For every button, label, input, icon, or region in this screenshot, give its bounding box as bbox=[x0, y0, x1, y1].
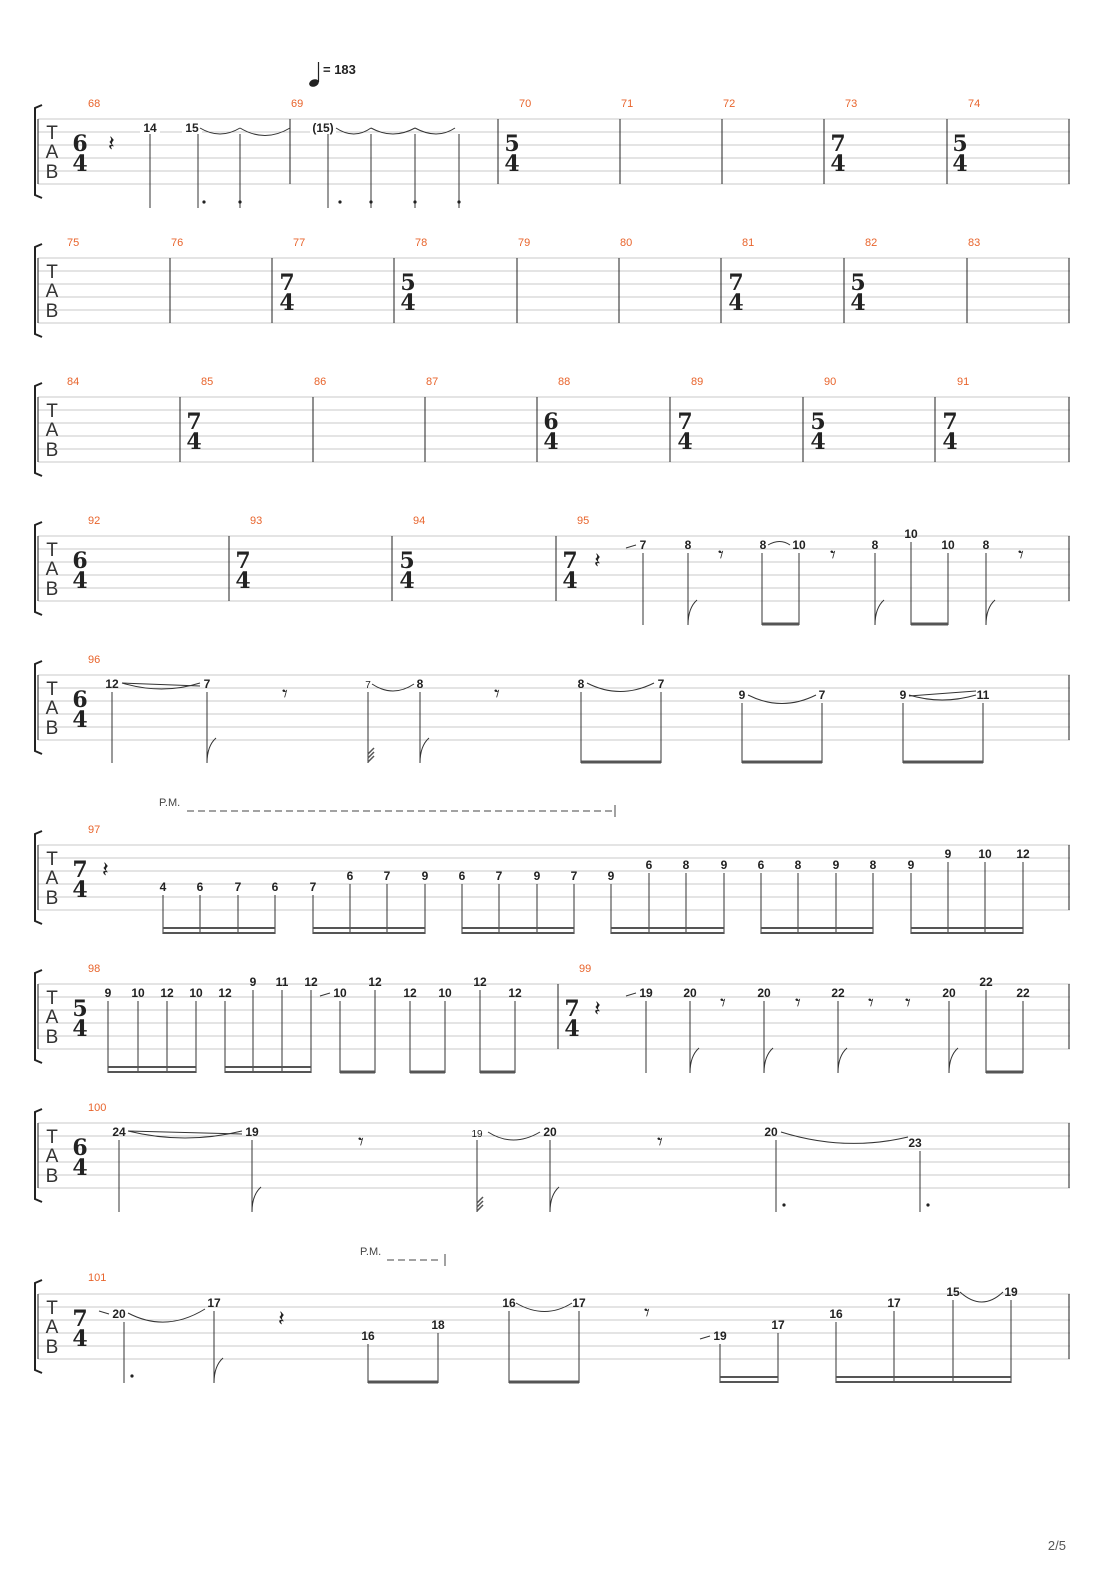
fret-number: 22 bbox=[979, 975, 993, 989]
fret-number: 10 bbox=[189, 986, 203, 1000]
svg-text:B: B bbox=[45, 301, 59, 322]
svg-text:4: 4 bbox=[830, 151, 846, 177]
svg-text:A: A bbox=[45, 868, 59, 889]
svg-text:A: A bbox=[45, 1317, 59, 1338]
fret-number: 19 bbox=[713, 1329, 727, 1343]
tab-clef bbox=[46, 540, 59, 600]
system-7 bbox=[35, 963, 1070, 1073]
fret-number: 12 bbox=[160, 986, 174, 1000]
svg-text:T: T bbox=[46, 540, 58, 561]
svg-text:5: 5 bbox=[952, 131, 968, 157]
fret-number: 7 bbox=[495, 869, 503, 883]
svg-text:4: 4 bbox=[850, 290, 866, 316]
measure-number: 86 bbox=[314, 376, 327, 388]
svg-text:𝄾: 𝄾 bbox=[830, 542, 836, 567]
svg-text:4: 4 bbox=[543, 429, 559, 455]
grace-fret-number: 19 bbox=[471, 1129, 483, 1140]
fret-number: 19 bbox=[639, 986, 653, 1000]
svg-text:4: 4 bbox=[952, 151, 968, 177]
svg-text:T: T bbox=[46, 1127, 58, 1148]
measure-number: 82 bbox=[865, 237, 878, 249]
svg-text:4: 4 bbox=[279, 290, 295, 316]
measure-number: 73 bbox=[845, 98, 858, 110]
svg-text:T: T bbox=[46, 262, 58, 283]
fret-number: 7 bbox=[203, 677, 211, 691]
svg-text:5: 5 bbox=[400, 270, 416, 296]
svg-text:4: 4 bbox=[564, 1016, 580, 1042]
measure-number: 81 bbox=[742, 237, 755, 249]
measure-number: 84 bbox=[67, 376, 80, 388]
measure-number: 70 bbox=[519, 98, 532, 110]
system-1 bbox=[35, 98, 1070, 208]
measure-number: 83 bbox=[968, 237, 981, 249]
tempo-marking bbox=[308, 62, 356, 88]
svg-text:5: 5 bbox=[72, 996, 88, 1022]
fret-number: 20 bbox=[683, 986, 697, 1000]
quarter-rest-icon: 𝄽 bbox=[102, 857, 109, 882]
tab-clef bbox=[46, 401, 59, 461]
measure-number: 91 bbox=[957, 376, 970, 388]
svg-text:4: 4 bbox=[728, 290, 744, 316]
tab-clef bbox=[46, 123, 59, 183]
system-8 bbox=[35, 1102, 1070, 1212]
fret-number: 12 bbox=[403, 986, 417, 1000]
quarter-rest-icon: 𝄽 bbox=[278, 1306, 285, 1331]
time-signature bbox=[279, 270, 865, 316]
svg-text:𝄾: 𝄾 bbox=[282, 681, 288, 706]
fret-number: 20 bbox=[543, 1125, 557, 1139]
measure-number: 96 bbox=[88, 654, 101, 666]
svg-text:7: 7 bbox=[562, 548, 578, 574]
fret-number: 20 bbox=[757, 986, 771, 1000]
svg-text:B: B bbox=[45, 162, 59, 183]
fret-number: 7 bbox=[639, 538, 647, 552]
svg-text:4: 4 bbox=[942, 429, 958, 455]
fret-number: 9 bbox=[421, 869, 429, 883]
measure-number: 98 bbox=[88, 963, 101, 975]
fret-number: 10 bbox=[438, 986, 452, 1000]
measure-number: 80 bbox=[620, 237, 633, 249]
svg-text:T: T bbox=[46, 401, 58, 422]
svg-text:4: 4 bbox=[235, 568, 251, 594]
measure-number: 87 bbox=[426, 376, 439, 388]
time-signature bbox=[186, 409, 957, 455]
svg-text:𝄾: 𝄾 bbox=[905, 990, 911, 1015]
fret-number: 10 bbox=[333, 986, 347, 1000]
palm-mute-marking bbox=[360, 1246, 445, 1266]
svg-text:4: 4 bbox=[72, 151, 88, 177]
measure-number: 95 bbox=[577, 515, 590, 527]
svg-text:A: A bbox=[45, 142, 59, 163]
tab-clef bbox=[46, 679, 59, 739]
tab-clef bbox=[46, 988, 59, 1048]
fret-number: 10 bbox=[904, 527, 918, 541]
fret-number: 10 bbox=[978, 847, 992, 861]
fret-number: 10 bbox=[941, 538, 955, 552]
system-3 bbox=[35, 376, 1070, 476]
eighth-rest-icon bbox=[358, 1129, 663, 1154]
fret-number: 20 bbox=[942, 986, 956, 1000]
time-signature bbox=[72, 1135, 87, 1181]
tab-clef bbox=[46, 1298, 59, 1358]
svg-text:7: 7 bbox=[677, 409, 693, 435]
fret-number: 11 bbox=[976, 688, 990, 702]
measure-number: 99 bbox=[579, 963, 592, 975]
svg-text:P.M.: P.M. bbox=[159, 797, 181, 809]
system-9 bbox=[35, 1246, 1070, 1383]
fret-number: 4 bbox=[159, 880, 167, 894]
measure-number: 88 bbox=[558, 376, 571, 388]
svg-text:4: 4 bbox=[72, 1155, 88, 1181]
system-4 bbox=[35, 515, 1070, 625]
fret-number: 6 bbox=[757, 858, 765, 872]
svg-text:4: 4 bbox=[810, 429, 826, 455]
svg-text:6: 6 bbox=[72, 687, 88, 713]
svg-text:P.M.: P.M. bbox=[360, 1246, 382, 1258]
fret-number: 16 bbox=[502, 1296, 516, 1310]
svg-text:4: 4 bbox=[72, 1326, 88, 1352]
fret-number: 22 bbox=[831, 986, 845, 1000]
measure-number: 75 bbox=[67, 237, 80, 249]
svg-text:B: B bbox=[45, 888, 59, 909]
svg-text:7: 7 bbox=[564, 996, 580, 1022]
svg-text:A: A bbox=[45, 1007, 59, 1028]
fret-number: 7 bbox=[570, 869, 578, 883]
fret-number: 8 bbox=[577, 677, 585, 691]
svg-text:7: 7 bbox=[235, 548, 251, 574]
tab-clef bbox=[46, 262, 59, 322]
measure-number: 77 bbox=[293, 237, 306, 249]
fret-number: 17 bbox=[771, 1318, 785, 1332]
svg-text:A: A bbox=[45, 698, 59, 719]
fret-number: 8 bbox=[682, 858, 690, 872]
measure-number: 101 bbox=[88, 1272, 107, 1284]
fret-number: 17 bbox=[572, 1296, 586, 1310]
measure-number: 92 bbox=[88, 515, 101, 527]
measure-number: 94 bbox=[413, 515, 426, 527]
fret-number: 8 bbox=[869, 858, 877, 872]
fret-number: 15 bbox=[946, 1285, 960, 1299]
svg-text:5: 5 bbox=[399, 548, 415, 574]
svg-text:B: B bbox=[45, 1166, 59, 1187]
svg-text:4: 4 bbox=[677, 429, 693, 455]
page-number: 2/5 bbox=[1047, 1538, 1066, 1553]
tempo-text: = 183 bbox=[323, 62, 356, 77]
svg-text:B: B bbox=[45, 1337, 59, 1358]
svg-text:4: 4 bbox=[72, 877, 88, 903]
svg-text:T: T bbox=[46, 988, 58, 1009]
measure-number: 68 bbox=[88, 98, 101, 110]
svg-text:𝄾: 𝄾 bbox=[795, 990, 801, 1015]
svg-text:A: A bbox=[45, 1146, 59, 1167]
svg-text:6: 6 bbox=[543, 409, 559, 435]
svg-text:T: T bbox=[46, 849, 58, 870]
measure-number: 100 bbox=[88, 1102, 107, 1114]
svg-text:𝄾: 𝄾 bbox=[657, 1129, 663, 1154]
fret-number: 8 bbox=[794, 858, 802, 872]
svg-text:T: T bbox=[46, 679, 58, 700]
svg-text:7: 7 bbox=[186, 409, 202, 435]
system-5 bbox=[35, 654, 1070, 763]
svg-text:4: 4 bbox=[399, 568, 415, 594]
fret-number: 23 bbox=[908, 1136, 922, 1150]
eighth-rest-icon bbox=[282, 681, 500, 706]
tab-clef bbox=[46, 1127, 59, 1187]
svg-text:𝄾: 𝄾 bbox=[494, 681, 500, 706]
fret-number: 9 bbox=[249, 975, 257, 989]
fret-number: 12 bbox=[508, 986, 522, 1000]
fret-number: 9 bbox=[533, 869, 541, 883]
svg-text:A: A bbox=[45, 281, 59, 302]
time-signature bbox=[72, 857, 87, 903]
fret-number: 9 bbox=[944, 847, 952, 861]
svg-text:7: 7 bbox=[830, 131, 846, 157]
fret-number: 11 bbox=[275, 975, 289, 989]
fret-number: 7 bbox=[234, 880, 242, 894]
svg-text:7: 7 bbox=[942, 409, 958, 435]
fret-number: 20 bbox=[112, 1307, 126, 1321]
fret-number: 12 bbox=[368, 975, 382, 989]
fret-number: 9 bbox=[899, 688, 907, 702]
fret-number: 17 bbox=[887, 1296, 901, 1310]
time-signature bbox=[72, 548, 577, 594]
svg-text:B: B bbox=[45, 1027, 59, 1048]
fret-number: 7 bbox=[657, 677, 665, 691]
svg-text:B: B bbox=[45, 440, 59, 461]
svg-text:4: 4 bbox=[72, 707, 88, 733]
svg-text:𝄾: 𝄾 bbox=[358, 1129, 364, 1154]
fret-number: 12 bbox=[105, 677, 119, 691]
svg-text:6: 6 bbox=[72, 1135, 88, 1161]
system-6 bbox=[35, 797, 1070, 934]
fret-number: 7 bbox=[818, 688, 826, 702]
fret-number: 7 bbox=[383, 869, 391, 883]
quarter-rest-icon: 𝄽 bbox=[594, 996, 601, 1021]
fret-number: 12 bbox=[218, 986, 232, 1000]
svg-text:4: 4 bbox=[72, 568, 88, 594]
measure-number: 78 bbox=[415, 237, 428, 249]
fret-number: 12 bbox=[1016, 847, 1030, 861]
fret-number: 8 bbox=[759, 538, 767, 552]
fret-number: 16 bbox=[829, 1307, 843, 1321]
fret-number: 9 bbox=[104, 986, 112, 1000]
fret-number: 17 bbox=[207, 1296, 221, 1310]
measure-number: 85 bbox=[201, 376, 214, 388]
svg-text:B: B bbox=[45, 718, 59, 739]
fret-number: 6 bbox=[196, 880, 204, 894]
svg-text:7: 7 bbox=[72, 857, 88, 883]
fret-number: 12 bbox=[304, 975, 318, 989]
time-signature bbox=[72, 996, 579, 1042]
measure-number: 76 bbox=[171, 237, 184, 249]
fret-number: 6 bbox=[645, 858, 653, 872]
measure-number: 90 bbox=[824, 376, 837, 388]
svg-text:T: T bbox=[46, 123, 58, 144]
fret-number: 20 bbox=[764, 1125, 778, 1139]
fret-number: 14 bbox=[143, 121, 157, 135]
svg-text:4: 4 bbox=[186, 429, 202, 455]
fret-number: 8 bbox=[982, 538, 990, 552]
measure-number: 79 bbox=[518, 237, 531, 249]
measure-number: 74 bbox=[968, 98, 981, 110]
fret-number: 7 bbox=[309, 880, 317, 894]
eighth-rest-icon: 𝄾 bbox=[644, 1300, 650, 1325]
svg-text:7: 7 bbox=[72, 1306, 88, 1332]
measure-number: 71 bbox=[621, 98, 634, 110]
fret-number: 19 bbox=[1004, 1285, 1018, 1299]
measure-number: 89 bbox=[691, 376, 704, 388]
time-signature bbox=[72, 1306, 87, 1352]
time-signature bbox=[72, 131, 967, 177]
fret-number: 24 bbox=[112, 1125, 126, 1139]
fret-number: 8 bbox=[416, 677, 424, 691]
quarter-rest-icon: 𝄽 bbox=[108, 131, 115, 156]
system-2 bbox=[35, 237, 1070, 337]
fret-number: 6 bbox=[346, 869, 354, 883]
fret-number: 6 bbox=[458, 869, 466, 883]
fret-number: 18 bbox=[431, 1318, 445, 1332]
svg-text:𝄾: 𝄾 bbox=[720, 990, 726, 1015]
svg-text:6: 6 bbox=[72, 131, 88, 157]
svg-text:A: A bbox=[45, 420, 59, 441]
fret-number: 8 bbox=[871, 538, 879, 552]
fret-number: 6 bbox=[271, 880, 279, 894]
fret-number: 9 bbox=[832, 858, 840, 872]
fret-number: 12 bbox=[473, 975, 487, 989]
svg-text:5: 5 bbox=[810, 409, 826, 435]
fret-number: 9 bbox=[720, 858, 728, 872]
measure-number: 69 bbox=[291, 98, 304, 110]
fret-number: 9 bbox=[607, 869, 615, 883]
svg-text:5: 5 bbox=[850, 270, 866, 296]
tab-clef bbox=[46, 849, 59, 909]
fret-number: 10 bbox=[792, 538, 806, 552]
fret-number: 19 bbox=[245, 1125, 259, 1139]
fret-number: 8 bbox=[684, 538, 692, 552]
eighth-rest-icon bbox=[720, 990, 911, 1015]
svg-text:4: 4 bbox=[400, 290, 416, 316]
svg-text:𝄾: 𝄾 bbox=[718, 542, 724, 567]
svg-text:𝄾: 𝄾 bbox=[1018, 542, 1024, 567]
svg-text:𝄾: 𝄾 bbox=[868, 990, 874, 1015]
svg-text:7: 7 bbox=[728, 270, 744, 296]
fret-number: 9 bbox=[907, 858, 915, 872]
fret-number: 22 bbox=[1016, 986, 1030, 1000]
fret-number: (15) bbox=[312, 121, 334, 135]
measure-number: 93 bbox=[250, 515, 263, 527]
svg-text:7: 7 bbox=[279, 270, 295, 296]
svg-text:A: A bbox=[45, 559, 59, 580]
fret-number: 9 bbox=[738, 688, 746, 702]
measure-number: 97 bbox=[88, 824, 101, 836]
fret-number: 10 bbox=[131, 986, 145, 1000]
svg-text:T: T bbox=[46, 1298, 58, 1319]
svg-text:6: 6 bbox=[72, 548, 88, 574]
svg-text:5: 5 bbox=[504, 131, 520, 157]
svg-text:4: 4 bbox=[562, 568, 578, 594]
svg-text:B: B bbox=[45, 579, 59, 600]
fret-number: 16 bbox=[361, 1329, 375, 1343]
grace-fret-number: 7 bbox=[365, 680, 371, 691]
svg-text:4: 4 bbox=[72, 1016, 88, 1042]
svg-text:4: 4 bbox=[504, 151, 520, 177]
time-signature bbox=[72, 687, 87, 733]
quarter-rest-icon: 𝄽 bbox=[594, 548, 601, 573]
palm-mute-marking bbox=[159, 797, 615, 817]
measure-number: 72 bbox=[723, 98, 736, 110]
fret-number: 15 bbox=[185, 121, 199, 135]
